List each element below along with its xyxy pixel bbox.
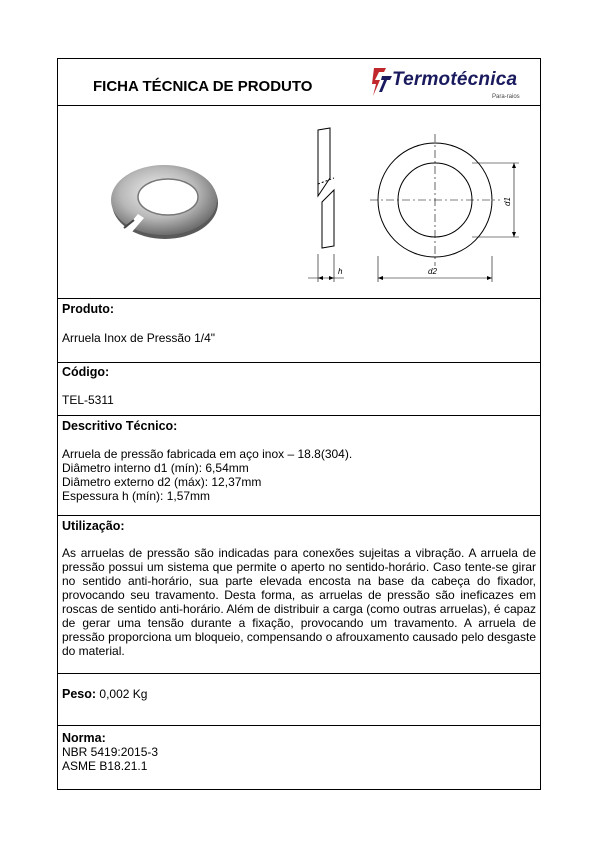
section-descritivo (58, 416, 540, 516)
peso-value: 0,002 Kg (99, 687, 148, 701)
descritivo-line: Diâmetro externo d2 (máx): 12,37mm (62, 475, 262, 489)
product-sheet (57, 58, 541, 790)
section-codigo (58, 363, 540, 416)
codigo-label: Código: (62, 365, 110, 379)
norma-line: ASME B18.21.1 (62, 759, 148, 773)
norma-lines (62, 745, 158, 773)
sheet-header (58, 59, 540, 106)
page-title: FICHA TÉCNICA DE PRODUTO (93, 78, 313, 95)
technical-drawing (294, 106, 534, 296)
descritivo-label: Descritivo Técnico: (62, 419, 178, 433)
peso-line (62, 687, 147, 701)
utilizacao-text: As arruelas de pressão são indicadas para conexões sujeitas a vibração. A arruela de pressão possui um sistema que permite o aperto no sentido-horário. Caso tente-se girar no sentido anti-horário, sua parte elevada encosta na base da cabeça do fixador, provocando seu travamento. Desta forma, as arruelas de pressão são ineficazes em roscas de sentido anti-horário. Além de distribuir a carga (como outras arruelas), é capaz de gerar uma tensão durante a fixação, provocando um travamento. A arruela de pressão proporciona um bloqueio, compensando o afrouxamento causado pelo desgaste do material. (62, 546, 536, 658)
section-peso (58, 674, 540, 726)
codigo-value: TEL-5311 (62, 393, 114, 407)
section-norma (58, 726, 540, 789)
d1-dimension-label: d1 (503, 197, 512, 206)
descritivo-line: Espessura h (mín): 1,57mm (62, 489, 211, 503)
descritivo-line: Diâmetro interno d1 (mín): 6,54mm (62, 461, 249, 475)
h-dimension-label: h (338, 267, 343, 276)
utilizacao-label: Utilização: (62, 519, 125, 533)
section-produto (58, 299, 540, 363)
produto-label: Produto: (62, 302, 115, 316)
brand-mark-icon (370, 66, 394, 102)
d2-dimension-label: d2 (428, 267, 437, 276)
descritivo-lines (62, 447, 352, 503)
washer-photo (104, 162, 224, 252)
descritivo-line: Arruela de pressão fabricada em aço inox – 18.8(304). (62, 447, 353, 461)
peso-label: Peso: (62, 687, 97, 701)
produto-value: Arruela Inox de Pressão 1/4" (62, 331, 216, 345)
brand-subtitle: Para-raios (492, 94, 520, 100)
norma-line: NBR 5419:2015-3 (62, 745, 159, 759)
section-utilizacao (58, 516, 540, 674)
brand-logo (370, 64, 540, 104)
brand-name: Termotécnica (392, 69, 518, 90)
product-figure (58, 106, 540, 299)
norma-label: Norma: (62, 731, 106, 745)
